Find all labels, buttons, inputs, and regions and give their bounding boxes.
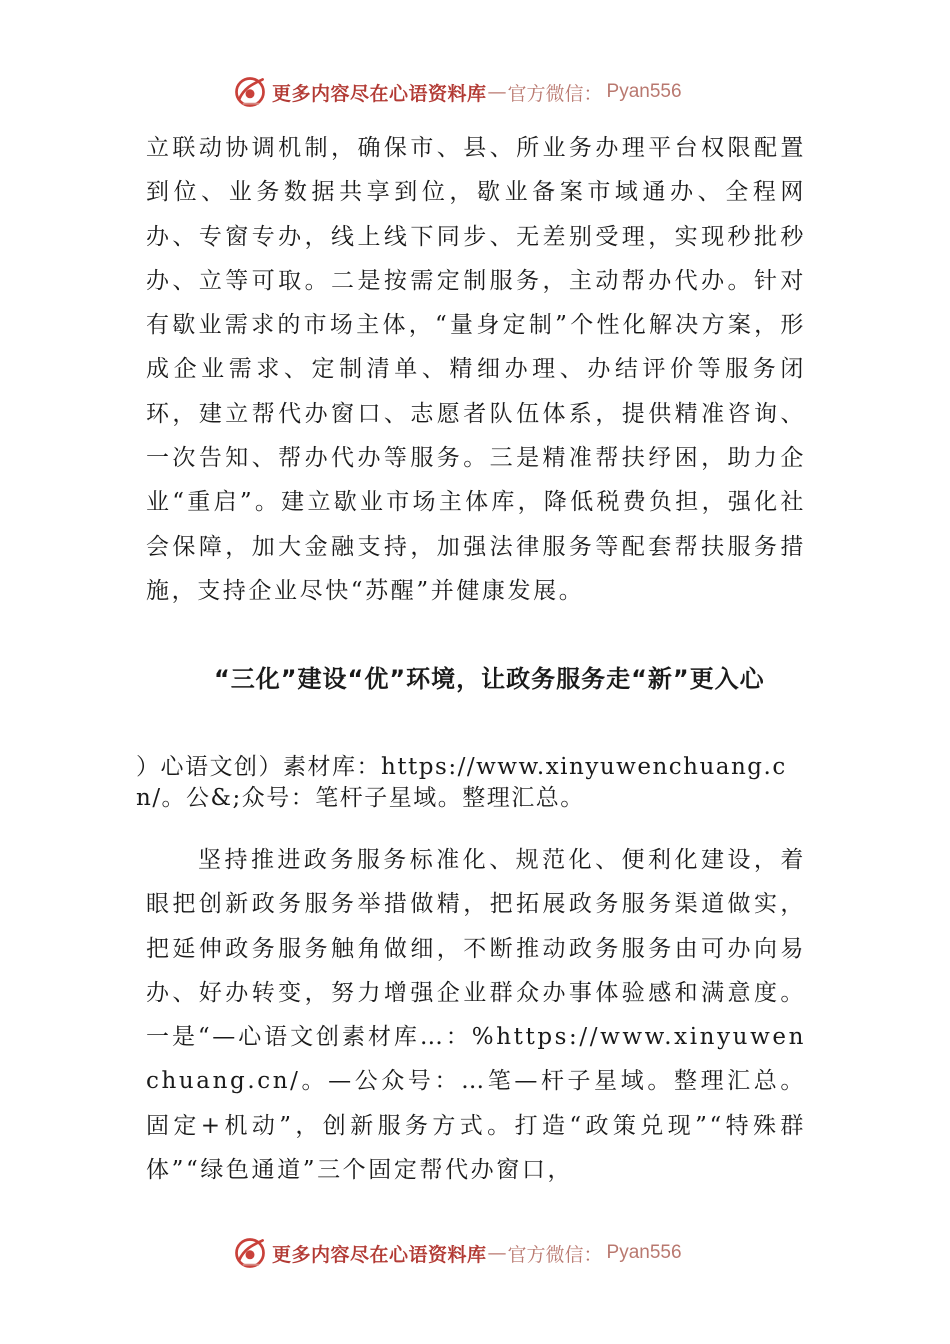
- watermark-id: Pyan556: [606, 1242, 682, 1263]
- logo-icon: [232, 74, 268, 110]
- source-note: ）心语文创）素材库：https://www.xinyuwenchuang.cn/。公&;众号：笔杆子星域。整理汇总。: [136, 754, 787, 811]
- watermark-title: 更多内容尽在心语资料库: [272, 1243, 487, 1266]
- watermark-separator: —: [487, 81, 507, 103]
- watermark-label: 官方微信：: [507, 82, 603, 105]
- section-heading: “三化”建设“优”环境，让政务服务走“新”更入心: [214, 665, 765, 693]
- footer-watermark: [232, 1233, 752, 1273]
- logo-icon: [232, 1235, 268, 1271]
- body-paragraph: 立联动协调机制，确保市、县、所业务办理平台权限配置到位、业务数据共享到位，歇业备案市域通办、全程网办、专窗专办，线上线下同步、无差别受理，实现秒批秒办、立等可取。二是按需定制服务，主动帮办代办。针对有歇业需求的市场主体，“量身定制”个性化解决方案，形成企业需求、定制清单、精细办理、办结评价等服务闭环，建立帮代办窗口、志愿者队伍体系，提供精准咨询、一次告知、帮办代办等服务。三是精准帮扶纾困，助力企业“重启”。建立歇业市场主体库，降低税费负担，强化社会保障，加大金融支持，加强法律服务等配套帮扶服务措施，支持企业尽快“苏醒”并健康发展。: [146, 135, 806, 604]
- watermark-title: 更多内容尽在心语资料库: [272, 82, 487, 105]
- body-paragraph: 坚持推进政务服务标准化、规范化、便利化建设，着眼把创新政务服务举措做精，把拓展政务服务渠道做实，把延伸政务服务触角做细，不断推动政务服务由可办向易办、好办转变，努力增强企业群众办事体验感和满意度。一是“—心语文创素材库…：%https://www.xinyuwenchuang.cn/。—公众号：…笔—杆子星域。整理汇总。固定+机动”，创新服务方式。打造“政策兑现”“特殊群体”“绿色通道”三个固定帮代办窗口，: [146, 847, 806, 1184]
- watermark-id: Pyan556: [606, 81, 682, 102]
- header-watermark: [232, 72, 752, 112]
- watermark-label: 官方微信：: [507, 1243, 603, 1266]
- watermark-separator: —: [487, 1242, 507, 1264]
